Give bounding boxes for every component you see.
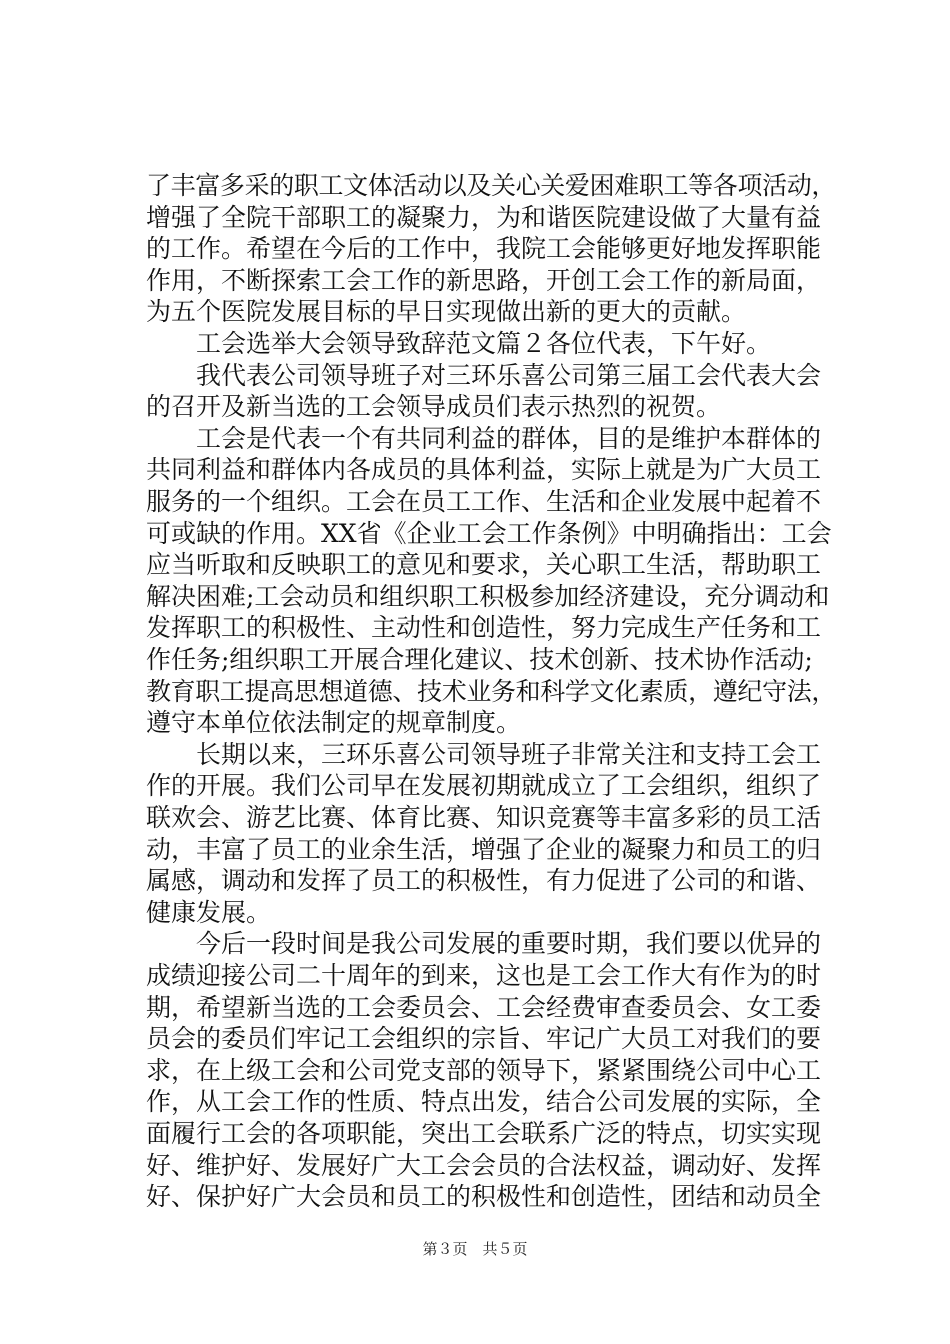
text-line: 了丰富多采的职工文体活动以及关心关爱困难职工等各项活动，: [146, 171, 837, 200]
text-line: 属感，调动和发挥了员工的积极性，有力促进了公司的和谐、: [146, 866, 822, 896]
text-line: 员会的委员们牢记工会组织的宗旨、牢记广大员工对我们的要: [146, 1024, 822, 1054]
text-line: 工会选举大会领导致辞范文篇２各位代表，下午好。: [146, 329, 772, 358]
text-line: 动，丰富了员工的业余生活，增强了企业的凝聚力和员工的归: [146, 834, 822, 864]
text-line: 期，希望新当选的工会委员会、工会经费审查委员会、女工委: [146, 992, 822, 1022]
page-footer: 第３页 共５页: [422, 1240, 528, 1258]
text-line: 好、保护好广大会员和员工的积极性和创造性，团结和动员全: [146, 1182, 822, 1212]
text-line: 的工作。希望在今后的工作中，我院工会能够更好地发挥职能: [146, 234, 822, 264]
text-line: 作的开展。我们公司早在发展初期就成立了工会组织，组织了: [146, 771, 822, 801]
text-line: 遵守本单位依法制定的规章制度。: [146, 708, 522, 738]
text-line: 求，在上级工会和公司党支部的领导下，紧紧围绕公司中心工: [146, 1055, 822, 1085]
text-line: 增强了全院干部职工的凝聚力，为和谐医院建设做了大量有益: [146, 202, 822, 232]
text-line: 应当听取和反映职工的意见和要求，关心职工生活，帮助职工: [146, 550, 822, 580]
text-line: 我代表公司领导班子对三环乐喜公司第三届工会代表大会: [146, 360, 822, 390]
text-line: 长期以来，三环乐喜公司领导班子非常关注和支持工会工: [146, 739, 822, 769]
text-line: 今后一段时间是我公司发展的重要时期，我们要以优异的: [146, 929, 822, 959]
text-line: 的召开及新当选的工会领导成员们表示热烈的祝贺。: [146, 392, 722, 422]
text-line: 好、维护好、发展好广大工会会员的合法权益，调动好、发挥: [146, 1150, 822, 1180]
text-line: 解决困难;工会动员和组织职工积极参加经济建设，充分调动和: [146, 581, 830, 611]
text-line: 发挥职工的积极性、主动性和创造性，努力完成生产任务和工: [146, 613, 822, 643]
text-line: 作，从工会工作的性质、特点出发，结合公司发展的实际，全: [146, 1087, 822, 1117]
text-line: 联欢会、游艺比赛、体育比赛、知识竞赛等丰富多彩的员工活: [146, 803, 822, 832]
text-line: 为五个医院发展目标的早日实现做出新的更大的贡献。: [146, 297, 747, 327]
text-line: 作用，不断探索工会工作的新思路，开创工会工作的新局面，: [146, 265, 822, 295]
text-line: 成绩迎接公司二十周年的到来，这也是工会工作大有作为的时: [146, 961, 822, 990]
text-line: 可或缺的作用。XX省《企业工会工作条例》中明确指出：工会: [146, 518, 832, 548]
text-line: 教育职工提高思想道德、技术业务和科学文化素质，遵纪守法，: [146, 676, 837, 706]
text-line: 面履行工会的各项职能，突出工会联系广泛的特点，切实实现: [146, 1119, 822, 1148]
text-line: 服务的一个组织。工会在员工工作、生活和企业发展中起着不: [146, 487, 822, 516]
text-line: 作任务;组织职工开展合理化建议、技术创新、技术协作活动;: [146, 645, 813, 674]
text-line: 工会是代表一个有共同利益的群体，目的是维护本群体的: [146, 423, 822, 453]
text-line: 健康发展。: [146, 897, 272, 927]
text-line: 共同利益和群体内各成员的具体利益，实际上就是为广大员工: [146, 455, 822, 485]
